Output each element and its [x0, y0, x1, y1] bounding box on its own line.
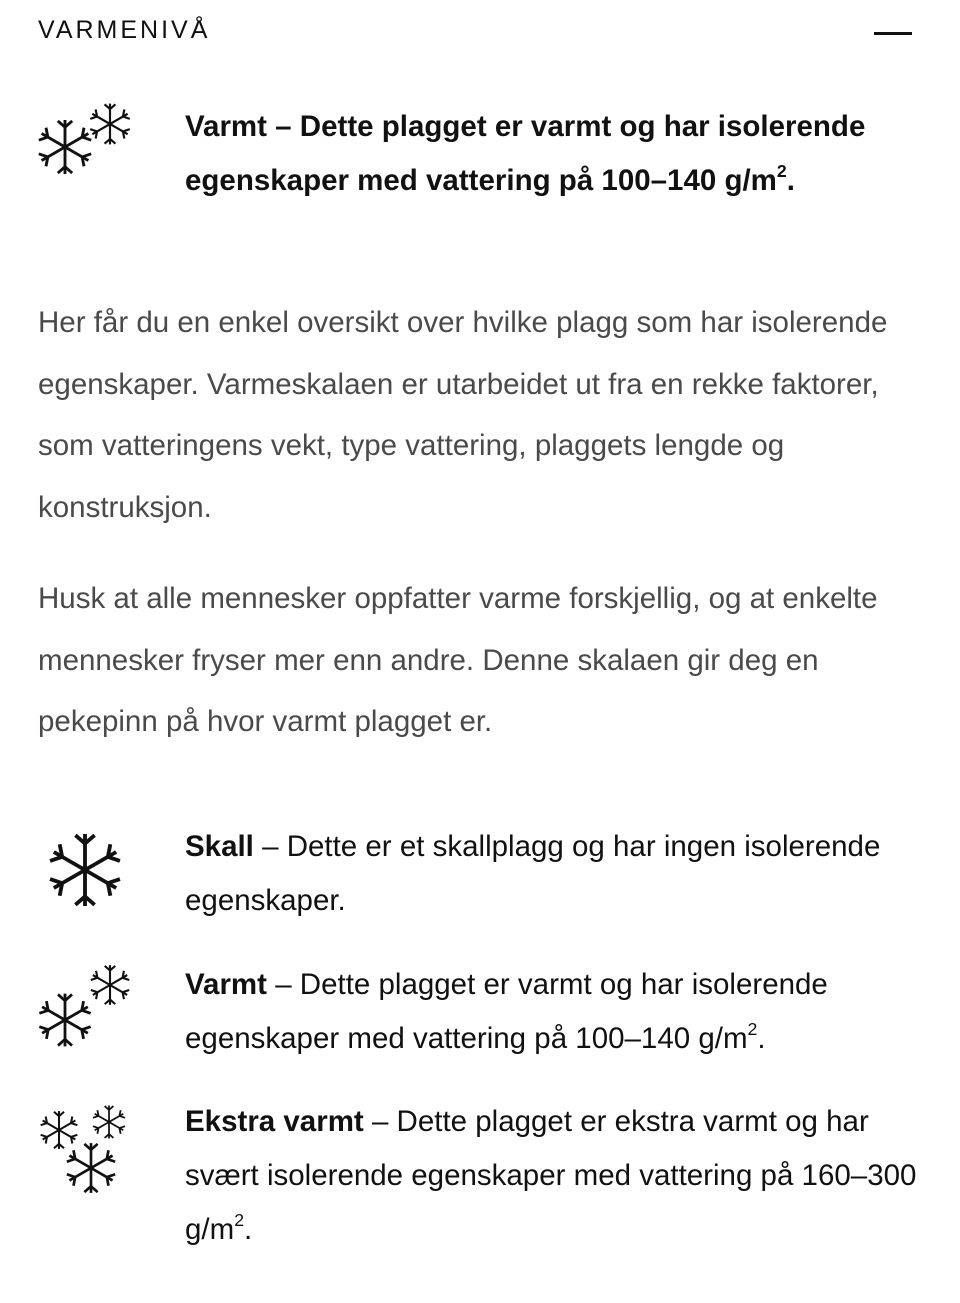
current-warmth-description: Varmt – Dette plagget er varmt og har isolerende egenskaper med vattering på 100–140 $g/m^2$.: [185, 110, 866, 197]
minus-icon: [874, 32, 912, 35]
intro-paragraph: Her får du en enkel oversikt over hvilke plagg som har isolerende egenskaper. Varmeskalaen er utarbeidet ut fra en rekke faktorer, som vatteringens vekt, type vattering, plaggets lengde og konstruksjon.: [38, 306, 888, 524]
legend-description: Varmt – Dette plagget er varmt og har isolerende egenskaper med vattering på 100–140 $g/m^2$.: [185, 968, 828, 1055]
snowflake-two-icon: [38, 958, 138, 1053]
snowflake-one-icon: [38, 820, 138, 915]
legend-label: Skall: [185, 830, 254, 863]
legend-description: Skall – Dette er et skallplagg og har ingen isolerende egenskaper.: [185, 830, 881, 917]
section-header: [38, 14, 914, 50]
legend-label: Ekstra varmt: [185, 1105, 364, 1138]
collapse-button[interactable]: [874, 18, 914, 48]
snowflake-three-icon: [38, 1095, 138, 1205]
legend-label: Varmt: [185, 968, 267, 1001]
legend-description: Ekstra varmt – Dette plagget er ekstra varmt og har svært isolerende egenskaper med vattering på 160–300 $g/m^2$.: [185, 1105, 917, 1246]
section-title: VARMENIVÅ: [38, 16, 211, 44]
disclaimer-paragraph: Husk at alle mennesker oppfatter varme forskjellig, og at enkelte mennesker fryser mer enn andre. Denne skalaen gir deg en pekepinn på hvor varmt plagget er.: [38, 582, 878, 738]
snowflake-two-icon: [38, 100, 138, 195]
